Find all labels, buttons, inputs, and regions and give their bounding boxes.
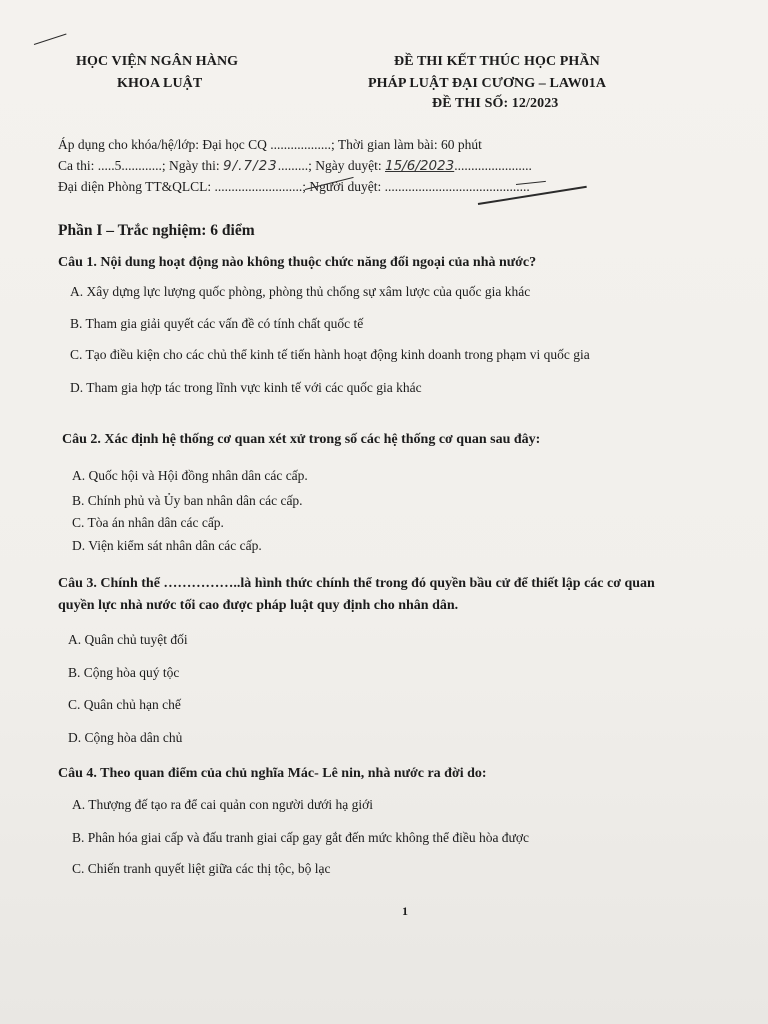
section-title: Phần I – Trắc nghiệm: 6 điểm [58,222,255,239]
q4-option-a: A. Thượng đế tạo ra để cai quản con người dưới hạ giới [72,797,374,812]
q3-option-b: B. Cộng hòa quý tộc [68,665,180,680]
approve-date-value: 15/6/2023 [385,158,455,174]
shift-value: .....5............ [97,158,162,173]
q3-option-c: C. Quân chủ hạn chế [68,697,181,712]
exam-date-label: ; Ngày thi: [161,158,223,173]
q2-option-b: B. Chính phủ và Ủy ban nhân dân các cấp. [72,493,303,508]
q1-option-c: C. Tạo điều kiện cho các chủ thể kinh tế tiến hành hoạt động kinh doanh trong phạm vi quốc gia [70,347,590,362]
page-number: 1 [402,904,408,918]
q3-option-a: A. Quân chủ tuyệt đối [68,632,188,647]
representative-line [58,179,530,195]
q2-option-c: C. Tòa án nhân dân các cấp. [72,515,224,530]
faculty-name: KHOA LUẬT [117,76,203,91]
q3-option-d: D. Cộng hòa dân chủ [68,730,183,745]
shift-label: Ca thi: [58,158,98,173]
approve-date-label: ; Ngày duyệt: [308,158,385,173]
apply-to-line: Áp dụng cho khóa/hệ/lớp: Đại học CQ ..................; Thời gian làm bài: 60 phút [58,137,482,152]
rep-value: .......................... [214,179,303,194]
q1-option-b: B. Tham gia giải quyết các vấn đề có tính chất quốc tế [70,316,364,331]
question-2: Câu 2. Xác định hệ thống cơ quan xét xử trong số các hệ thống cơ quan sau đây: [62,432,541,447]
q4-option-b: B. Phân hóa giai cấp và đấu tranh giai cấp gay gắt đến mức không thể điều hòa được [72,830,530,845]
course-name: PHÁP LUẬT ĐẠI CƯƠNG – LAW01A [368,76,607,91]
shift-date-line: Ca thi: .....5............; Ngày thi: 9/.7/23.........; Ngày duyệt: 15/6/2023....................... [58,158,532,174]
q1-option-d: D. Tham gia hợp tác trong lĩnh vực kinh tế với các quốc gia khác [70,380,422,395]
rep-label: Đại diện Phòng TT&QLCL: [58,179,215,194]
pen-stroke [34,34,67,45]
question-4: Câu 4. Theo quan điểm của chủ nghĩa Mác- Lê nin, nhà nước ra đời do: [58,766,487,781]
exam-date-value: 9/.7/23 [223,158,278,174]
approver-label: ; Người duyệt: [302,179,385,194]
q2-option-a: A. Quốc hội và Hội đồng nhân dân các cấp. [72,468,308,483]
q1-option-a: A. Xây dựng lực lượng quốc phòng, phòng thủ chống sự xâm lược của quốc gia khác [70,284,531,299]
approve-date-trail: ....................... [454,158,532,173]
q2-option-d: D. Viện kiểm sát nhân dân các cấp. [72,538,262,553]
question-1: Câu 1. Nội dung hoạt động nào không thuộc chức năng đối ngoại của nhà nước? [58,255,537,270]
approver-value: ........................................... [384,179,530,194]
question-3-line-1: Câu 3. Chính thể ……………..là hình thức chính thể trong đó quyền bầu cử để thiết lập các cơ quan [58,576,655,591]
q4-option-c: C. Chiến tranh quyết liệt giữa các thị tộc, bộ lạc [72,861,331,876]
question-3-line-2: quyền lực nhà nước tối cao được pháp luật quy định cho nhân dân. [58,598,459,613]
exam-number: ĐỀ THI SỐ: 12/2023 [432,96,559,111]
institution-name: HỌC VIỆN NGÂN HÀNG [76,54,239,69]
exam-title: ĐỀ THI KẾT THÚC HỌC PHẦN [394,54,600,69]
